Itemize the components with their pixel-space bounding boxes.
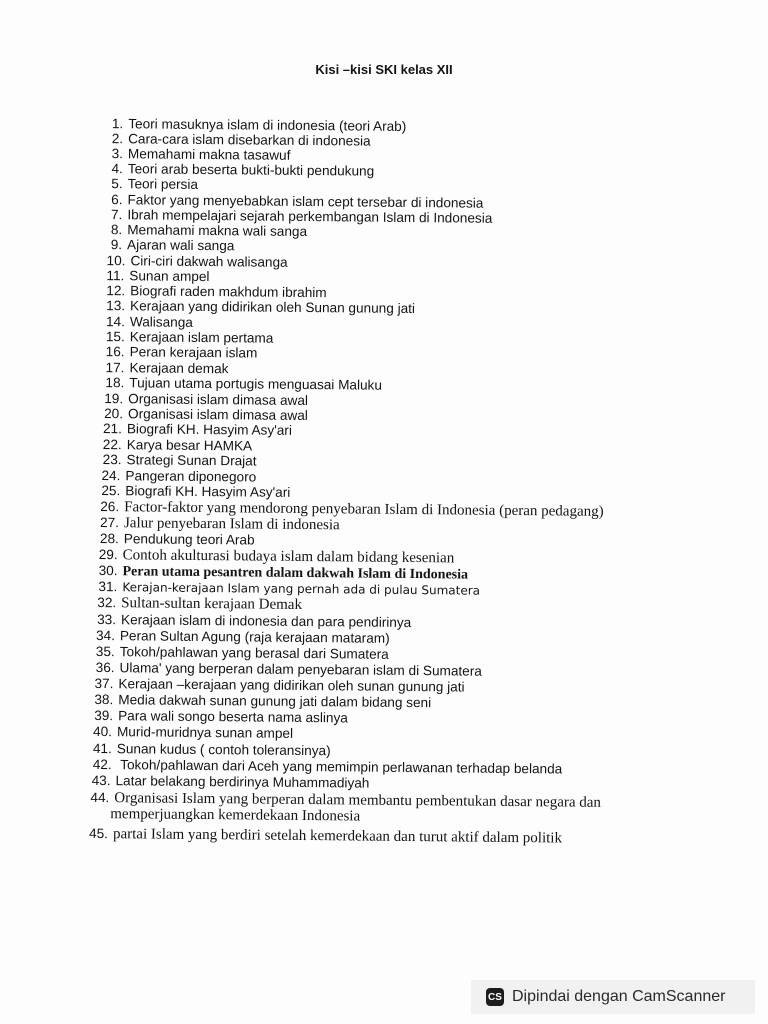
list-item: 23. Strategi Sunan Drajat — [102, 452, 257, 469]
list-item: 16. Peran kerajaan islam — [105, 344, 258, 361]
list-item: 20. Organisasi islam dimasa awal — [104, 406, 308, 424]
list-item: 37. Kerajaan –kerajaan yang didirikan oleh sunan gunung jati — [94, 675, 465, 695]
list-item: 41. Sunan kudus ( contoh toleransinya) — [92, 740, 331, 759]
list-item: 36. Ulama' yang berperan dalam penyebaran islam di Sumatera — [95, 659, 482, 679]
list-item: 10. Ciri-ciri dakwah walisanga — [106, 253, 288, 270]
list-item: 12. Biografi raden makhdum ibrahim — [106, 283, 327, 301]
list-item: 39. Para wali songo beserta nama aslinya — [94, 707, 348, 726]
list-item: 1. Teori masuknya islam di indonesia (teori Arab) — [111, 116, 407, 134]
list-item: 25. Biografi KH. Hasyim Asy'ari — [101, 483, 291, 500]
list-item: 32. Sultan-sultan kerajaan Demak — [97, 594, 303, 613]
list-item: 21. Biografi KH. Hasyim Asy'ari — [102, 421, 292, 438]
list-item: 26. Factor-faktor yang mendorong penyebaran Islam di Indonesia (peran pedagang) — [100, 499, 604, 520]
camscanner-icon: CS — [486, 988, 504, 1006]
list-item: 31. Kerajan-kerajaan Islam yang pernah ada di pulau Sumatera — [98, 579, 481, 598]
list-item-continuation: memperjuangkan kemerdekaan Indonesia — [110, 806, 361, 825]
camscanner-watermark — [471, 980, 755, 1014]
list-item: 29. Contoh akulturasi budaya islam dalam bidang kesenian — [98, 547, 455, 567]
list-item: 35. Tokoh/pahlawan yang berasal dari Sumatera — [95, 643, 389, 662]
list-item: 24. Pangeran diponegoro — [101, 468, 257, 485]
list-item: 3. Memahami makna tasawuf — [111, 146, 291, 163]
document-title: Kisi –kisi SKI kelas XII — [315, 62, 453, 77]
list-item: 5. Teori persia — [111, 176, 199, 192]
list-item: 18. Tujuan utama portugis menguasai Maluku — [105, 375, 383, 393]
list-item: 42. Tokoh/pahlawan dari Aceh yang memimpin perlawanan terhadap belanda — [92, 756, 563, 777]
list-item: 17. Kerajaan demak — [105, 360, 229, 377]
list-item: 9. Ajaran wali sanga — [110, 237, 235, 254]
list-item: 6. Faktor yang menyebabkan islam cept tersebar di indonesia — [111, 192, 484, 211]
list-item: 11. Sunan ampel — [106, 268, 210, 285]
list-item: 33. Kerajaan islam di indonesia dan para pendirinya — [97, 611, 412, 631]
list-item: 40. Murid-muridnya sunan ampel — [93, 723, 294, 741]
list-item: 13. Kerajaan yang didirikan oleh Sunan gunung jati — [106, 298, 416, 317]
list-item: 34. Peran Sultan Agung (raja kerajaan mataram) — [95, 627, 390, 646]
list-item: 30. Peran utama pesantren dalam dakwah Islam di Indonesia — [98, 563, 469, 583]
list-item: 45. partai Islam yang berdiri setelah kemerdekaan dan turut aktif dalam politik — [89, 825, 563, 847]
list-item: 7. Ibrah mempelajari sejarah perkembangan Islam di Indonesia — [110, 207, 493, 226]
list-item: 22. Karya besar HAMKA — [102, 437, 253, 454]
list-item: 43. Latar belakang berdirinya Muhammadiyah — [91, 772, 370, 791]
list-item: 28. Pendukung teori Arab — [99, 531, 255, 548]
list-item: 2. Cara-cara islam disebarkan di indonesia — [111, 131, 371, 149]
watermark-text: Dipindai dengan CamScanner — [512, 988, 726, 1005]
list-item: 4. Teori arab beserta bukti-bukti pendukung — [111, 161, 375, 179]
list-item: 8. Memahami makna wali sanga — [110, 222, 308, 239]
list-item: 44. Organisasi Islam yang berperan dalam membantu pembentukan dasar negara dan memperjuangkan kemerdekaan Indonesia — [90, 790, 601, 827]
list-item: 15. Kerajaan islam pertama — [105, 329, 274, 346]
list-item: 19. Organisasi islam dimasa awal — [104, 391, 309, 409]
list-item: 14. Walisanga — [105, 314, 193, 330]
list-item: 27. Jalur penyebaran Islam di indonesia — [100, 515, 340, 534]
list-item: 38. Media dakwah sunan gunung jati dalam bidang seni — [94, 691, 432, 711]
